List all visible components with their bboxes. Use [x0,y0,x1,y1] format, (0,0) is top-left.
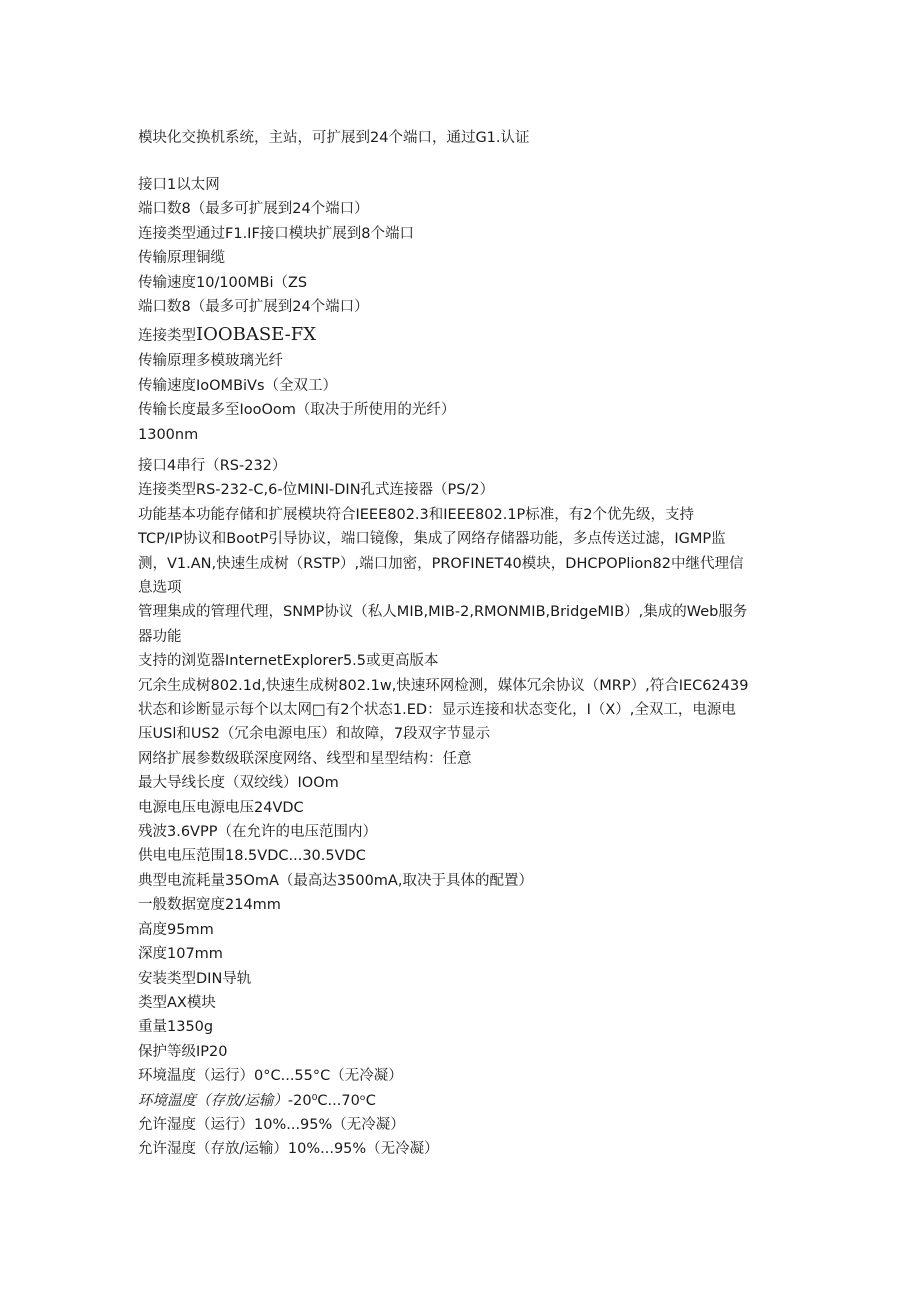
text-line: 传输速度10/100MBi（ZS [138,275,308,291]
text-line: 环境温度（运行）0°C...55°C（无冷凝） [138,1068,403,1084]
text-line: 传输原理多模玻璃光纤 [138,353,283,369]
text-line: 重量1350g [138,1019,214,1035]
text-line: 高度95mm [138,922,214,938]
text-line: 支持的浏览器InternetExplorer5.5或更高版本 [138,653,439,669]
text-line: 供电电压范围18.5VDC...30.5VDC [138,848,366,864]
text-line: 允许湿度（存放/运输）10%...95%（无冷凝） [138,1141,439,1157]
text-line: 一般数据宽度214mm [138,897,281,913]
storage-temp-label: 环境温度（存放/运输） [138,1093,288,1109]
text-line: 冗余生成树802.1d,快速生成树802.1w,快速环网检测，媒体冗余协议（MRP）,符合IEC62439 [138,678,749,694]
text-line-storage-temp [138,1092,376,1110]
text-line: 息选项 [138,580,182,596]
text-line: 连接类型通过F1.IF接口模块扩展到8个端口 [138,226,415,242]
connection-type-value: IOOBASE-FX [196,324,317,345]
text-line: 端口数8（最多可扩展到24个端口） [138,201,369,217]
text-line: 残波3.6VPP（在允许的电压范围内） [138,824,377,840]
text-line: 1300nm [138,427,199,443]
text-line: 状态和诊断显示每个以太网□有2个状态1.ED：显示连接和状态变化，I（X）,全双工，电源电 [138,702,736,718]
text-line: 传输速度IoOMBiVs（全双工） [138,378,338,394]
text-line: 压USl和US2（冗余电源电压）和故障，7段双字节显示 [138,726,491,742]
text-line: 最大导线长度（双绞线）IOOm [138,775,339,791]
text-line: 接口1以太网 [138,177,220,193]
text-line: 管理集成的管理代理，SNMP协议（私人MIB,MIB-2,RMONMIB,BridgeMIB）,集成的Web服务 [138,604,748,620]
text-line: 类型AX模块 [138,995,216,1011]
intro-line: 模块化交换机系统，主站，可扩展到24个端口，通过G1.认证 [138,130,530,146]
connection-type-label: 连接类型 [138,328,196,344]
text-line: 测，V1.AN,快速生成树（RSTP）,端口加密，PROFINET40模块，DHCPOPlion82中继代理信 [138,556,744,572]
text-line: 允许湿度（运行）10%...95%（无冷凝） [138,1117,405,1133]
text-line: 安装类型DIN导轨 [138,971,252,987]
text-line: 保护等级IP20 [138,1044,228,1060]
text-line: 传输原理铜缆 [138,250,225,266]
storage-temp-value: -20⁰C...70ᵒC [287,1093,376,1109]
text-line: 电源电压电源电压24VDC [138,800,304,816]
text-line: 网络扩展参数级联深度网络、线型和星型结构：任意 [138,751,472,767]
text-line: 传输长度最多至IooOom（取决于所使用的光纤） [138,402,456,418]
text-line: 端口数8（最多可扩展到24个端口） [138,299,369,315]
text-line: 功能基本功能存储和扩展模块符合IEEE802.3和IEEE802.1P标准，有2个优先级，支持 [138,507,695,523]
text-line: 接口4串行（RS-232） [138,458,287,474]
text-line: 器功能 [138,629,182,645]
text-line: 深度107mm [138,946,223,962]
text-line: 典型电流耗量35OmA（最高达3500mA,取决于具体的配置） [138,873,533,889]
text-line: TCP/IP协议和BootP引导协议，端口镜像，集成了网络存储器功能，多点传送过滤，IGMP监 [138,531,726,547]
text-line-connection-type [138,326,316,345]
text-line: 连接类型RS-232-C,6-位MINI-DIN孔式连接器（PS/2） [138,482,495,498]
